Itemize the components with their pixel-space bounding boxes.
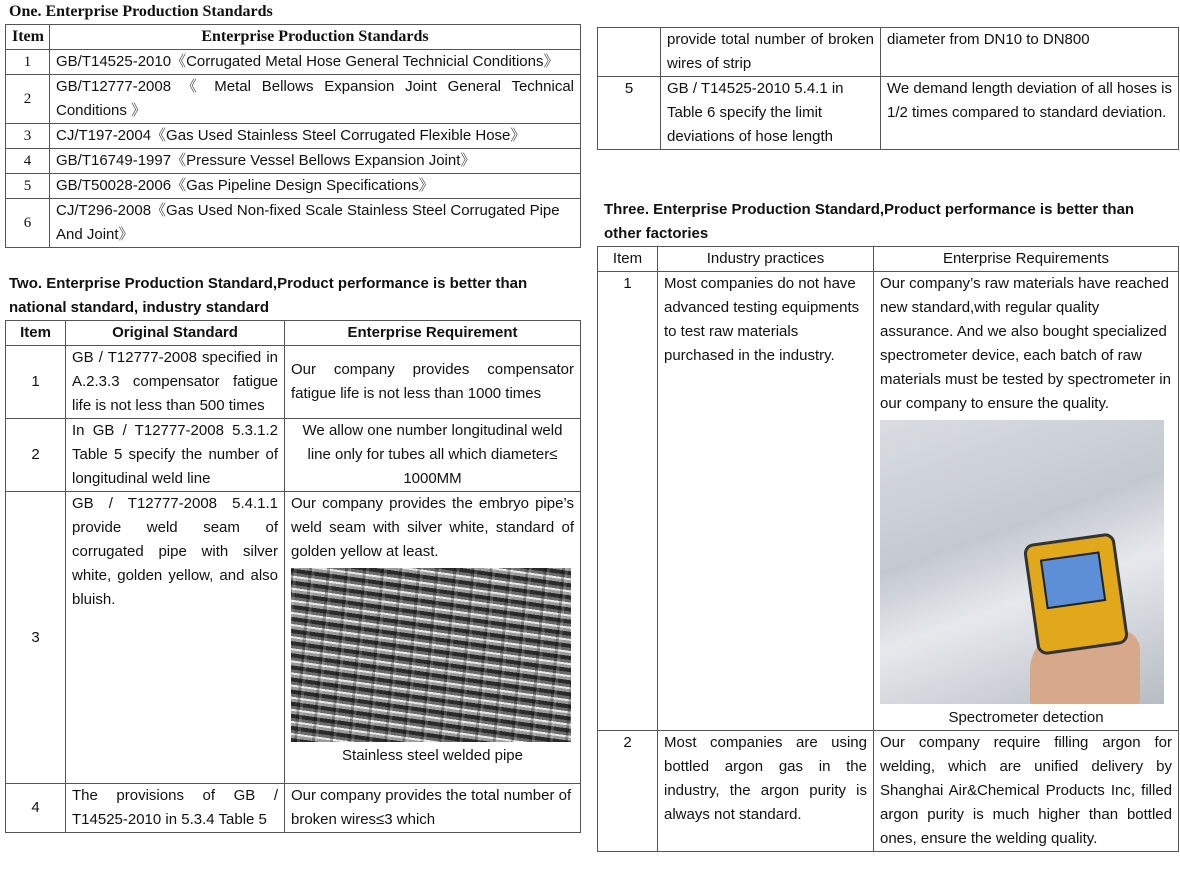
- column-header-item: Item: [6, 25, 50, 50]
- photo-caption: Stainless steel welded pipe: [342, 747, 523, 764]
- table-row: [598, 731, 1179, 852]
- column-header-standards: Enterprise Production Standards: [50, 25, 581, 50]
- enterprise-requirement: Our company provides compensator fatigue life is not less than 1000 times: [285, 346, 581, 419]
- column-header-item: Item: [598, 247, 658, 272]
- industry-practice: Most companies are using bottled argon gas in the industry, the argon purity is always not standard.: [658, 731, 874, 852]
- right-column: [597, 0, 1179, 852]
- enterprise-requirement-cell: [874, 272, 1179, 731]
- enterprise-requirement: We demand length deviation of all hoses is 1/2 times compared to standard deviation.: [881, 77, 1179, 150]
- table-row: [6, 199, 581, 248]
- item-number: 2: [598, 731, 658, 852]
- welded-pipe-photo: [291, 568, 571, 742]
- table-row: [6, 346, 581, 419]
- table-header-row: [6, 321, 581, 346]
- continued-table: [597, 27, 1179, 150]
- table-header-row: [598, 247, 1179, 272]
- table-row: [598, 28, 1179, 77]
- original-standard: The provisions of GB / T14525-2010 in 5.3.4 Table 5: [66, 784, 285, 833]
- original-standard: provide total number of broken wires of strip: [661, 28, 881, 77]
- item-number: 2: [6, 75, 50, 124]
- enterprise-requirement: We allow one number longitudinal weld line only for tubes all which diameter≤ 1000MM: [285, 419, 581, 492]
- standard-text: GB/T16749-1997《Pressure Vessel Bellows Expansion Joint》: [50, 149, 581, 174]
- column-header-requirement: Enterprise Requirement: [285, 321, 581, 346]
- item-number: 2: [6, 419, 66, 492]
- table-row: [6, 492, 581, 784]
- table-row: [6, 419, 581, 492]
- table-row: [6, 149, 581, 174]
- column-header-original: Original Standard: [66, 321, 285, 346]
- item-number: 1: [6, 346, 66, 419]
- device-screen: [1040, 551, 1106, 609]
- enterprise-requirement: diameter from DN10 to DN800: [881, 28, 1179, 77]
- column-header-requirements: Enterprise Requirements: [874, 247, 1179, 272]
- industry-practice: Most companies do not have advanced testing equipments to test raw materials purchased in the industry.: [658, 272, 874, 731]
- item-number: 5: [6, 174, 50, 199]
- table-row: [598, 77, 1179, 150]
- enterprise-requirement: Our company require filling argon for welding, which are unified delivery by Shanghai Air&Chemical Products Inc, filled argon purity is much higher than bottled ones, ensure the welding quality.: [874, 731, 1179, 852]
- section-one-title: One. Enterprise Production Standards: [9, 3, 273, 20]
- item-number: 1: [598, 272, 658, 731]
- item-number: 3: [6, 492, 66, 784]
- photo-caption: Spectrometer detection: [948, 709, 1104, 726]
- table-row: [6, 50, 581, 75]
- section-two-table: [5, 320, 581, 833]
- enterprise-requirement: Our company’s raw materials have reached new standard,with regular quality assurance. And we also bought specialized spectrometer device, each batch of raw materials must be tested by spectrometer in our company to ensure the quality.: [880, 275, 1171, 412]
- standard-text: GB/T12777-2008 《 Metal Bellows Expansion Joint General Technical Conditions 》: [50, 75, 581, 124]
- column-header-practices: Industry practices: [658, 247, 874, 272]
- item-number: 6: [6, 199, 50, 248]
- original-standard: GB / T12777-2008 specified in A.2.3.3 compensator fatigue life is not less than 500 times: [66, 346, 285, 419]
- enterprise-requirement-cell: [285, 492, 581, 784]
- table-header-row: [6, 25, 581, 50]
- original-standard: GB / T12777-2008 5.4.1.1 provide weld seam of corrugated pipe with silver white, golden yellow, and also bluish.: [66, 492, 285, 784]
- original-standard: GB / T14525-2010 5.4.1 in Table 6 specify the limit deviations of hose length: [661, 77, 881, 150]
- table-row: [6, 75, 581, 124]
- section-one-table: [5, 24, 581, 248]
- item-number: 3: [6, 124, 50, 149]
- standard-text: CJ/T296-2008《Gas Used Non-fixed Scale Stainless Steel Corrugated Pipe And Joint》: [50, 199, 581, 248]
- standard-text: CJ/T197-2004《Gas Used Stainless Steel Corrugated Flexible Hose》: [50, 124, 581, 149]
- table-row: [6, 174, 581, 199]
- item-number: [598, 28, 661, 77]
- enterprise-requirement: Our company provides the embryo pipe’s weld seam with silver white, standard of golden yellow at least.: [291, 495, 574, 560]
- table-row: [6, 784, 581, 833]
- standard-text: GB/T14525-2010《Corrugated Metal Hose General Technicial Conditions》: [50, 50, 581, 75]
- item-number: 4: [6, 784, 66, 833]
- column-header-item: Item: [6, 321, 66, 346]
- section-three-table: [597, 246, 1179, 852]
- section-two-title: Two. Enterprise Production Standard,Product performance is better than national standard, industry standard: [9, 275, 528, 316]
- left-column: [5, 0, 581, 833]
- original-standard: In GB / T12777-2008 5.3.1.2 Table 5 specify the number of longitudinal weld line: [66, 419, 285, 492]
- table-row: [6, 124, 581, 149]
- table-row: [598, 272, 1179, 731]
- section-three-title: Three. Enterprise Production Standard,Product performance is better than other factories: [604, 201, 1135, 242]
- item-number: 5: [598, 77, 661, 150]
- item-number: 4: [6, 149, 50, 174]
- standard-text: GB/T50028-2006《Gas Pipeline Design Specifications》: [50, 174, 581, 199]
- spectrometer-device: [1023, 532, 1130, 656]
- enterprise-requirement: Our company provides the total number of broken wires≤3 which: [285, 784, 581, 833]
- spectrometer-photo: [880, 420, 1164, 704]
- item-number: 1: [6, 50, 50, 75]
